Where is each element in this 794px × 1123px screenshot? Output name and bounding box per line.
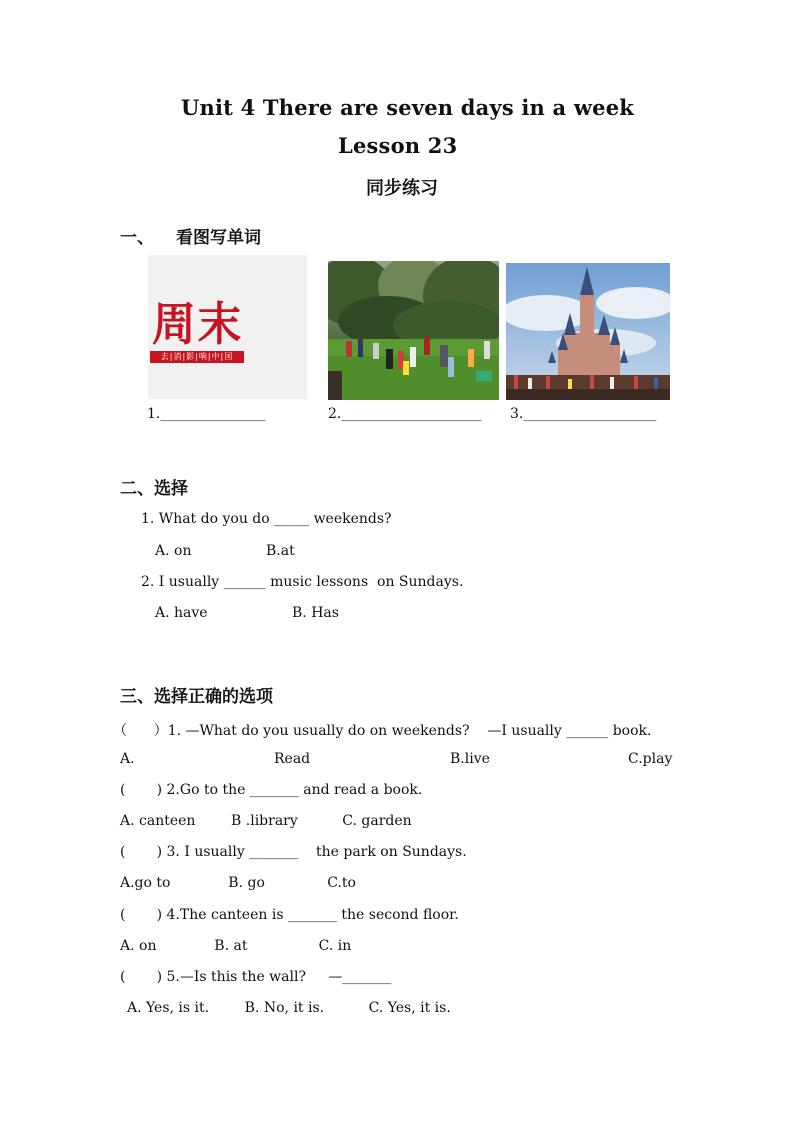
s3-q2-options[interactable]: A. canteen B .library C. garden	[120, 813, 412, 829]
section2-heading: 二、选择	[120, 479, 188, 499]
castle-image	[506, 263, 670, 400]
s3-q1-option-c[interactable]: C.play	[628, 751, 673, 767]
answer-blank-2[interactable]: 2.____________________	[328, 406, 482, 422]
s2-q1-option-a[interactable]: A. on	[155, 543, 192, 559]
s3-q3-options[interactable]: A.go to B. go C.to	[120, 875, 356, 891]
section3-heading: 三、选择正确的选项	[120, 687, 273, 707]
page-subtitle: 同步练习	[366, 178, 438, 199]
s2-q2-option-b[interactable]: B. Has	[292, 605, 339, 621]
s3-question-3: ( ) 3. I usually _______ the park on Sundays.	[120, 844, 467, 860]
logo-main-text: 周末	[152, 297, 244, 351]
s2-question-2: 2. I usually ______ music lessons on Sundays.	[141, 574, 464, 590]
s3-question-5: ( ) 5.—Is this the wall? —_______	[120, 969, 392, 985]
section1-heading: 看图写单词	[176, 228, 261, 248]
s3-question-4: ( ) 4.The canteen is _______ the second floor.	[120, 907, 459, 923]
s3-question-2: ( ) 2.Go to the _______ and read a book.	[120, 782, 423, 798]
s3-question-1: （ ）1. —What do you usually do on weekends? —I usually ______ book.	[113, 723, 652, 739]
s3-q1-option-b[interactable]: B.live	[450, 751, 490, 767]
s2-question-1: 1. What do you do _____ weekends?	[141, 511, 392, 527]
answer-blank-3[interactable]: 3.___________________	[510, 406, 657, 422]
s2-q2-option-a[interactable]: A. have	[155, 605, 208, 621]
s3-q4-options[interactable]: A. on B. at C. in	[120, 938, 352, 954]
logo-sub-text: 去|消|影|响|中|国	[150, 351, 244, 363]
s3-q1-option-a-text[interactable]: Read	[274, 751, 311, 767]
page-title: Unit 4 There are seven days in a week	[181, 95, 635, 120]
s3-q5-options[interactable]: A. Yes, is it. B. No, it is. C. Yes, it is.	[127, 1000, 451, 1016]
section1-number: 一、	[120, 228, 154, 248]
lesson-title: Lesson 23	[338, 133, 458, 158]
s3-q1-option-a[interactable]: A.	[120, 751, 135, 767]
park-image	[328, 261, 499, 400]
s2-q1-option-b[interactable]: B.at	[266, 543, 295, 559]
weekend-logo-image	[148, 255, 307, 399]
answer-blank-1[interactable]: 1._______________	[147, 406, 266, 422]
